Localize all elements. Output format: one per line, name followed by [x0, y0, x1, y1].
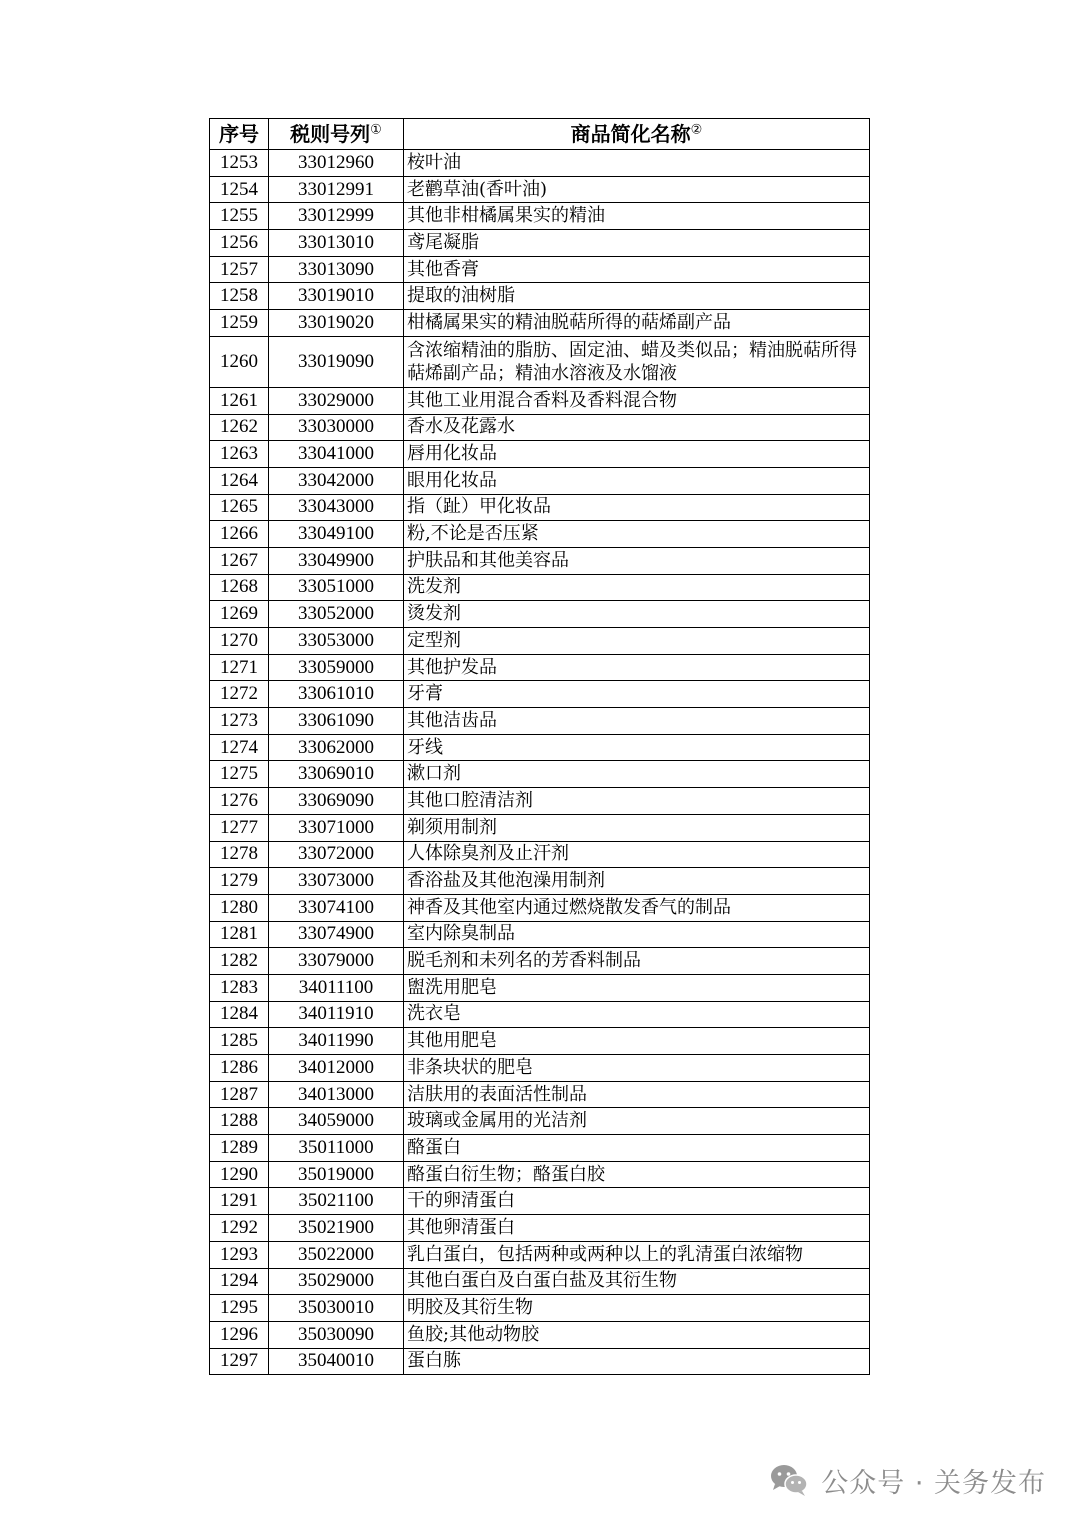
- table-row: [210, 681, 870, 708]
- watermark-text: 公众号 · 关务发布: [821, 1467, 1046, 1499]
- cell-product-name: 酪蛋白: [404, 1135, 870, 1162]
- cell-tariff-code: 35019000: [269, 1161, 404, 1188]
- table-row: [210, 336, 870, 387]
- cell-tariff-code: 35021100: [269, 1188, 404, 1215]
- cell-tariff-code: 33043000: [269, 494, 404, 521]
- cell-serial-number: 1293: [210, 1241, 269, 1268]
- cell-serial-number: 1260: [210, 336, 269, 387]
- cell-product-name: 香浴盐及其他泡澡用制剂: [404, 868, 870, 895]
- cell-product-name: 桉叶油: [404, 150, 870, 177]
- table-row: [210, 256, 870, 283]
- cell-product-name: 其他口腔清洁剂: [404, 788, 870, 815]
- cell-tariff-code: 33052000: [269, 601, 404, 628]
- cell-serial-number: 1268: [210, 574, 269, 601]
- cell-tariff-code: 33074900: [269, 921, 404, 948]
- cell-tariff-code: 33019090: [269, 336, 404, 387]
- cell-product-name: 提取的油树脂: [404, 283, 870, 310]
- table-row: [210, 467, 870, 494]
- cell-tariff-code: 33042000: [269, 467, 404, 494]
- cell-product-name: 定型剂: [404, 628, 870, 655]
- cell-tariff-code: 33053000: [269, 628, 404, 655]
- cell-product-name: 牙膏: [404, 681, 870, 708]
- table-row: [210, 1001, 870, 1028]
- cell-product-name: 其他护发品: [404, 654, 870, 681]
- table-row: [210, 1081, 870, 1108]
- cell-serial-number: 1278: [210, 841, 269, 868]
- watermark: [769, 1460, 1046, 1500]
- cell-product-name: 香水及花露水: [404, 414, 870, 441]
- cell-product-name: 其他白蛋白及白蛋白盐及其衍生物: [404, 1268, 870, 1295]
- cell-tariff-code: 33012999: [269, 203, 404, 230]
- table-row: [210, 734, 870, 761]
- table-row: [210, 708, 870, 735]
- cell-tariff-code: 33059000: [269, 654, 404, 681]
- cell-product-name: 盥洗用肥皂: [404, 974, 870, 1001]
- cell-serial-number: 1296: [210, 1321, 269, 1348]
- cell-product-name: 玻璃或金属用的光洁剂: [404, 1108, 870, 1135]
- cell-serial-number: 1283: [210, 974, 269, 1001]
- cell-product-name: 鸢尾凝脂: [404, 230, 870, 257]
- cell-tariff-code: 35022000: [269, 1241, 404, 1268]
- cell-serial-number: 1279: [210, 868, 269, 895]
- cell-product-name: 柑橘属果实的精油脱萜所得的萜烯副产品: [404, 310, 870, 337]
- cell-tariff-code: 33079000: [269, 948, 404, 975]
- cell-serial-number: 1284: [210, 1001, 269, 1028]
- cell-serial-number: 1262: [210, 414, 269, 441]
- tariff-table: [209, 118, 870, 1375]
- cell-tariff-code: 33041000: [269, 441, 404, 468]
- cell-serial-number: 1276: [210, 788, 269, 815]
- cell-serial-number: 1292: [210, 1215, 269, 1242]
- cell-serial-number: 1294: [210, 1268, 269, 1295]
- cell-tariff-code: 34011990: [269, 1028, 404, 1055]
- footnote-mark-1: ①: [370, 122, 382, 138]
- cell-product-name: 含浓缩精油的脂肪、固定油、蜡及类似品；精油脱萜所得萜烯副产品；精油水溶液及水馏液: [404, 336, 870, 387]
- cell-product-name: 护肤品和其他美容品: [404, 547, 870, 574]
- cell-product-name: 室内除臭制品: [404, 921, 870, 948]
- cell-serial-number: 1258: [210, 283, 269, 310]
- table-row: [210, 521, 870, 548]
- cell-product-name: 眼用化妆品: [404, 467, 870, 494]
- cell-tariff-code: 35040010: [269, 1348, 404, 1375]
- table-row: [210, 841, 870, 868]
- cell-tariff-code: 33072000: [269, 841, 404, 868]
- cell-tariff-code: 33049900: [269, 547, 404, 574]
- table-row: [210, 974, 870, 1001]
- header-serial-number: 序号: [210, 119, 269, 150]
- cell-serial-number: 1270: [210, 628, 269, 655]
- cell-product-name: 漱口剂: [404, 761, 870, 788]
- table-row: [210, 387, 870, 414]
- table-row: [210, 1295, 870, 1322]
- table-row: [210, 761, 870, 788]
- cell-tariff-code: 33012960: [269, 150, 404, 177]
- table-row: [210, 654, 870, 681]
- cell-serial-number: 1286: [210, 1055, 269, 1082]
- cell-tariff-code: 33029000: [269, 387, 404, 414]
- table-row: [210, 1055, 870, 1082]
- cell-product-name: 明胶及其衍生物: [404, 1295, 870, 1322]
- table-row: [210, 1188, 870, 1215]
- cell-tariff-code: 35030010: [269, 1295, 404, 1322]
- cell-tariff-code: 33049100: [269, 521, 404, 548]
- cell-tariff-code: 33061010: [269, 681, 404, 708]
- table-row: [210, 868, 870, 895]
- cell-serial-number: 1264: [210, 467, 269, 494]
- table-row: [210, 310, 870, 337]
- table-row: [210, 176, 870, 203]
- cell-tariff-code: 33062000: [269, 734, 404, 761]
- cell-serial-number: 1267: [210, 547, 269, 574]
- cell-product-name: 唇用化妆品: [404, 441, 870, 468]
- cell-serial-number: 1256: [210, 230, 269, 257]
- cell-serial-number: 1274: [210, 734, 269, 761]
- cell-tariff-code: 34011100: [269, 974, 404, 1001]
- cell-tariff-code: 33012991: [269, 176, 404, 203]
- cell-serial-number: 1265: [210, 494, 269, 521]
- cell-product-name: 其他工业用混合香料及香料混合物: [404, 387, 870, 414]
- cell-product-name: 人体除臭剂及止汗剂: [404, 841, 870, 868]
- table-row: [210, 1321, 870, 1348]
- header-product-name: 商品简化名称②: [404, 119, 870, 150]
- table-row: [210, 1241, 870, 1268]
- table-row: [210, 948, 870, 975]
- cell-serial-number: 1287: [210, 1081, 269, 1108]
- cell-serial-number: 1253: [210, 150, 269, 177]
- cell-tariff-code: 34059000: [269, 1108, 404, 1135]
- cell-product-name: 其他洁齿品: [404, 708, 870, 735]
- cell-serial-number: 1277: [210, 814, 269, 841]
- cell-product-name: 洁肤用的表面活性制品: [404, 1081, 870, 1108]
- table-row: [210, 628, 870, 655]
- cell-serial-number: 1291: [210, 1188, 269, 1215]
- table-row: [210, 1161, 870, 1188]
- table-body: [210, 150, 870, 1375]
- cell-tariff-code: 35029000: [269, 1268, 404, 1295]
- cell-tariff-code: 34013000: [269, 1081, 404, 1108]
- cell-serial-number: 1273: [210, 708, 269, 735]
- cell-tariff-code: 33073000: [269, 868, 404, 895]
- cell-serial-number: 1259: [210, 310, 269, 337]
- cell-serial-number: 1255: [210, 203, 269, 230]
- cell-tariff-code: 33019020: [269, 310, 404, 337]
- cell-serial-number: 1282: [210, 948, 269, 975]
- cell-tariff-code: 33061090: [269, 708, 404, 735]
- table-row: [210, 1348, 870, 1375]
- table-row: [210, 150, 870, 177]
- cell-serial-number: 1290: [210, 1161, 269, 1188]
- cell-serial-number: 1285: [210, 1028, 269, 1055]
- cell-serial-number: 1271: [210, 654, 269, 681]
- table-row: [210, 230, 870, 257]
- cell-tariff-code: 35030090: [269, 1321, 404, 1348]
- cell-product-name: 脱毛剂和未列名的芳香料制品: [404, 948, 870, 975]
- table-row: [210, 283, 870, 310]
- cell-serial-number: 1295: [210, 1295, 269, 1322]
- cell-serial-number: 1275: [210, 761, 269, 788]
- cell-tariff-code: 35011000: [269, 1135, 404, 1162]
- cell-tariff-code: 33071000: [269, 814, 404, 841]
- cell-tariff-code: 33013090: [269, 256, 404, 283]
- table-row: [210, 414, 870, 441]
- cell-product-name: 其他卵清蛋白: [404, 1215, 870, 1242]
- cell-tariff-code: 33030000: [269, 414, 404, 441]
- cell-product-name: 洗发剂: [404, 574, 870, 601]
- table-row: [210, 547, 870, 574]
- cell-serial-number: 1289: [210, 1135, 269, 1162]
- cell-tariff-code: 33051000: [269, 574, 404, 601]
- cell-tariff-code: 33069010: [269, 761, 404, 788]
- table-row: [210, 1108, 870, 1135]
- cell-product-name: 牙线: [404, 734, 870, 761]
- cell-product-name: 洗衣皂: [404, 1001, 870, 1028]
- cell-product-name: 老鹳草油(香叶油): [404, 176, 870, 203]
- cell-tariff-code: 33019010: [269, 283, 404, 310]
- table-header-row: [210, 119, 870, 150]
- cell-serial-number: 1281: [210, 921, 269, 948]
- cell-serial-number: 1261: [210, 387, 269, 414]
- table-row: [210, 1135, 870, 1162]
- cell-product-name: 神香及其他室内通过燃烧散发香气的制品: [404, 894, 870, 921]
- cell-tariff-code: 35021900: [269, 1215, 404, 1242]
- cell-serial-number: 1280: [210, 894, 269, 921]
- cell-product-name: 酪蛋白衍生物；酪蛋白胶: [404, 1161, 870, 1188]
- header-tariff-code: 税则号列①: [269, 119, 404, 150]
- cell-product-name: 其他用肥皂: [404, 1028, 870, 1055]
- table-row: [210, 601, 870, 628]
- cell-product-name: 指（趾）甲化妆品: [404, 494, 870, 521]
- table-row: [210, 574, 870, 601]
- cell-product-name: 剃须用制剂: [404, 814, 870, 841]
- cell-product-name: 粉,不论是否压紧: [404, 521, 870, 548]
- cell-tariff-code: 34011910: [269, 1001, 404, 1028]
- table-row: [210, 894, 870, 921]
- cell-tariff-code: 33013010: [269, 230, 404, 257]
- cell-serial-number: 1297: [210, 1348, 269, 1375]
- cell-product-name: 干的卵清蛋白: [404, 1188, 870, 1215]
- cell-product-name: 非条块状的肥皂: [404, 1055, 870, 1082]
- cell-product-name: 烫发剂: [404, 601, 870, 628]
- cell-serial-number: 1288: [210, 1108, 269, 1135]
- cell-product-name: 乳白蛋白，包括两种或两种以上的乳清蛋白浓缩物: [404, 1241, 870, 1268]
- cell-serial-number: 1254: [210, 176, 269, 203]
- table-row: [210, 441, 870, 468]
- cell-tariff-code: 33074100: [269, 894, 404, 921]
- footnote-mark-2: ②: [690, 122, 703, 138]
- cell-product-name: 蛋白胨: [404, 1348, 870, 1375]
- table-row: [210, 814, 870, 841]
- cell-product-name: 其他香膏: [404, 256, 870, 283]
- cell-serial-number: 1272: [210, 681, 269, 708]
- cell-tariff-code: 33069090: [269, 788, 404, 815]
- wechat-icon: [769, 1462, 809, 1498]
- table-row: [210, 1028, 870, 1055]
- cell-tariff-code: 34012000: [269, 1055, 404, 1082]
- cell-product-name: 鱼胶;其他动物胶: [404, 1321, 870, 1348]
- cell-product-name: 其他非柑橘属果实的精油: [404, 203, 870, 230]
- table-row: [210, 494, 870, 521]
- table-row: [210, 203, 870, 230]
- table-row: [210, 1215, 870, 1242]
- cell-serial-number: 1263: [210, 441, 269, 468]
- cell-serial-number: 1257: [210, 256, 269, 283]
- table-row: [210, 1268, 870, 1295]
- table-row: [210, 788, 870, 815]
- cell-serial-number: 1269: [210, 601, 269, 628]
- table-row: [210, 921, 870, 948]
- cell-serial-number: 1266: [210, 521, 269, 548]
